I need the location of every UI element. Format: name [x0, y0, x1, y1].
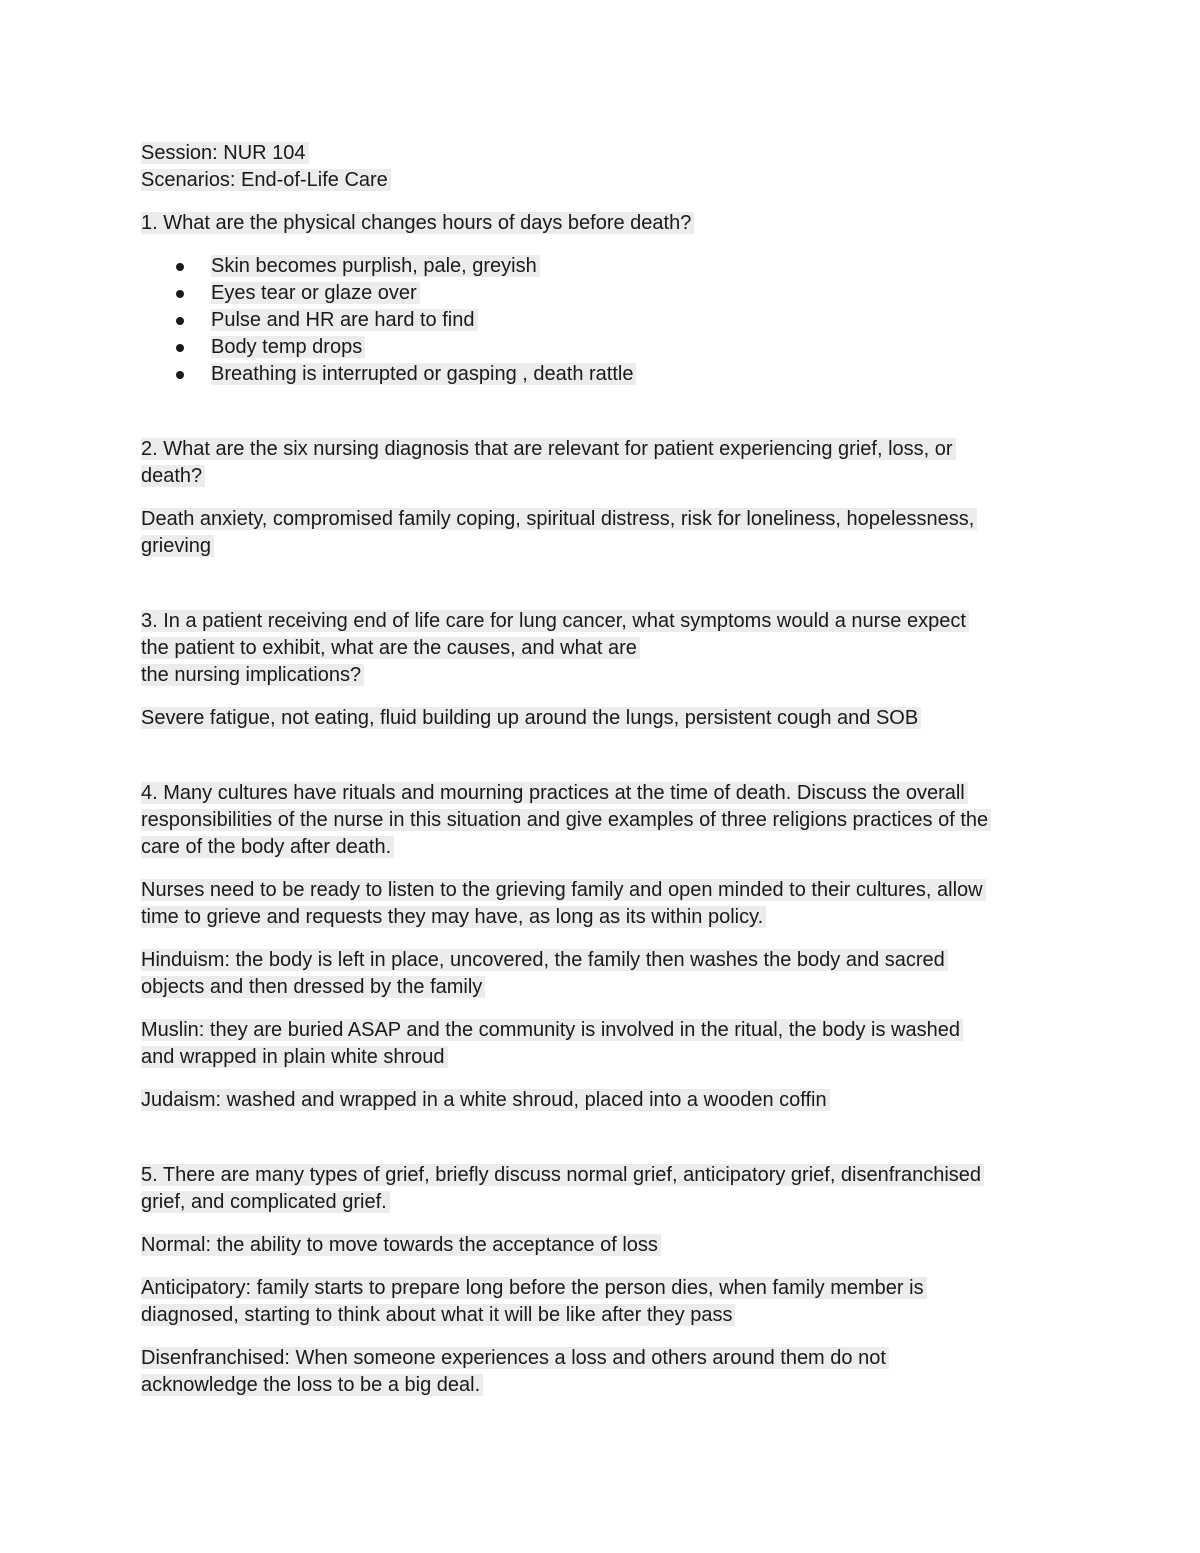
question-4-nurse-responsibilities: Nurses need to be ready to listen to the grieving family and open minded to their cultures, allow time to grieve and requests they may have, as long as its within policy. — [141, 877, 1071, 931]
question-2-answer: Death anxiety, compromised family coping, spiritual distress, risk for loneliness, hopelessness, grieving — [141, 506, 1071, 560]
bullet-dot-icon — [176, 344, 184, 352]
bullet-dot-icon — [176, 371, 184, 379]
session-line: Session: NUR 104 — [141, 142, 309, 164]
question-4-muslin: Muslin: they are buried ASAP and the community is involved in the ritual, the body is washed and wrapped in plain white shroud — [141, 1017, 1071, 1071]
question-3-answer: Severe fatigue, not eating, fluid building up around the lungs, persistent cough and SOB — [141, 705, 1071, 732]
bullet-dot-icon — [176, 263, 184, 271]
question-4-judaism: Judaism: washed and wrapped in a white shroud, placed into a wooden coffin — [141, 1087, 1071, 1114]
question-4: 4. Many cultures have rituals and mourning practices at the time of death. Discuss the overall responsibilities of the nurse in this situation and give examples of three religions practices of the care of the body after death. — [141, 780, 1071, 861]
question-3: 3. In a patient receiving end of life care for lung cancer, what symptoms would a nurse expect the patient to exhibit, what are the causes, and what are the nursing implications? — [141, 608, 1071, 689]
question-2: 2. What are the six nursing diagnosis that are relevant for patient experiencing grief, loss, or death? — [141, 436, 1071, 490]
question-5-normal: Normal: the ability to move towards the acceptance of loss — [141, 1232, 1071, 1259]
question-1-text: 1. What are the physical changes hours of days before death? — [141, 212, 694, 234]
question-5: 5. There are many types of grief, briefly discuss normal grief, anticipatory grief, disenfranchised grief, and complicated grief. — [141, 1162, 1071, 1216]
list-item: Body temp drops — [141, 334, 1071, 361]
question-4-hinduism: Hinduism: the body is left in place, uncovered, the family then washes the body and sacred objects and then dressed by the family — [141, 947, 1071, 1001]
question-1 — [141, 210, 1071, 237]
list-item: Breathing is interrupted or gasping , death rattle — [141, 361, 1071, 388]
list-item: Skin becomes purplish, pale, greyish — [141, 253, 1071, 280]
question-5-disenfranchised: Disenfranchised: When someone experiences a loss and others around them do not acknowledge the loss to be a big deal. — [141, 1345, 1071, 1399]
question-5-anticipatory: Anticipatory: family starts to prepare long before the person dies, when family member is diagnosed, starting to think about what it will be like after they pass — [141, 1275, 1071, 1329]
bullet-dot-icon — [176, 317, 184, 325]
list-item: Eyes tear or glaze over — [141, 280, 1071, 307]
session-header — [141, 140, 1071, 194]
bullet-dot-icon — [176, 290, 184, 298]
document-page — [141, 140, 1071, 1399]
list-item: Pulse and HR are hard to find — [141, 307, 1071, 334]
question-1-answer-list — [141, 253, 1071, 388]
scenarios-line: Scenarios: End-of-Life Care — [141, 169, 391, 191]
